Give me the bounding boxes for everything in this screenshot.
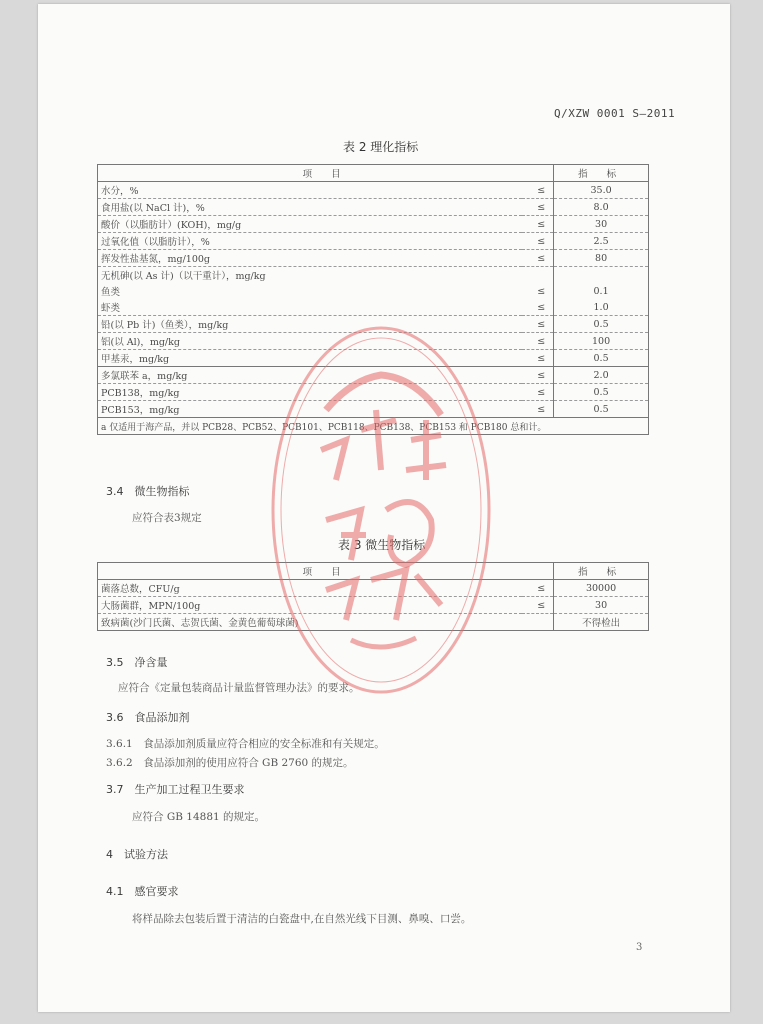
row-value: 0.1 — [554, 283, 649, 299]
row-value: 0.5 — [554, 401, 649, 418]
row-item: 食用盐(以 NaCl 计)，% — [98, 199, 523, 216]
row-item: 水分，% — [98, 182, 523, 199]
section-3-6-1-text: 3.6.1 食品添加剂质量应符合相应的安全标准和有关规定。 — [106, 738, 385, 750]
table2-caption: 表 2 理化指标 — [343, 140, 419, 154]
table-row — [98, 233, 649, 250]
row-item: 铅(以 Pb 计)（鱼类），mg/kg — [98, 316, 523, 333]
row-operator: ≤ — [522, 299, 554, 316]
table2-header-value: 指 标 — [554, 165, 649, 182]
section-3-7-heading: 3.7 生产加工过程卫生要求 — [106, 783, 245, 796]
section-4-1-text: 将样品除去包装后置于清洁的白瓷盘中,在自然光线下目测、鼻嗅、口尝。 — [132, 913, 472, 925]
company-seal — [266, 320, 496, 700]
row-operator: ≤ — [522, 233, 554, 250]
row-operator: ≤ — [522, 216, 554, 233]
row-value: 0.5 — [554, 316, 649, 333]
row-value — [554, 267, 649, 284]
section-3-5-text: 应符合《定量包装商品计量监督管理办法》的要求。 — [118, 682, 360, 694]
row-value: 2.0 — [554, 367, 649, 384]
row-item: PCB138，mg/kg — [98, 384, 523, 401]
table2-header-row — [98, 165, 649, 182]
row-item: 甲基汞，mg/kg — [98, 350, 523, 367]
row-operator: ≤ — [522, 250, 554, 267]
table2-header-item: 项 目 — [98, 165, 554, 182]
table-row — [98, 250, 649, 267]
row-operator: ≤ — [522, 316, 554, 333]
row-value: 30 — [554, 597, 649, 614]
table-row — [98, 182, 649, 199]
table-row — [98, 216, 649, 233]
section-4-heading: 4 试验方法 — [106, 848, 168, 861]
row-value: 8.0 — [554, 199, 649, 216]
section-4-1-heading: 4.1 感官要求 — [106, 885, 179, 898]
table-row — [98, 299, 649, 316]
row-value: 不得检出 — [554, 614, 649, 631]
row-item: 鱼类 — [98, 283, 523, 299]
row-value: 0.5 — [554, 350, 649, 367]
row-operator: ≤ — [522, 597, 554, 614]
section-3-5-heading: 3.5 净含量 — [106, 656, 168, 669]
table-row — [98, 199, 649, 216]
section-3-6-heading: 3.6 食品添加剂 — [106, 711, 190, 724]
row-item: 酸价（以脂肪计）(KOH)，mg/g — [98, 216, 523, 233]
table3-header-item: 项 目 — [98, 563, 554, 580]
table3-header-value: 指 标 — [554, 563, 649, 580]
row-value: 30 — [554, 216, 649, 233]
row-item: 致病菌(沙门氏菌、志贺氏菌、金黄色葡萄球菌) — [98, 614, 523, 631]
row-value: 80 — [554, 250, 649, 267]
document-page — [38, 4, 730, 1012]
row-operator: ≤ — [522, 401, 554, 418]
row-operator: ≤ — [522, 384, 554, 401]
row-operator: ≤ — [537, 285, 546, 297]
row-value: 1.0 — [554, 299, 649, 316]
row-operator: ≤ — [522, 367, 554, 384]
row-operator: ≤ — [522, 580, 554, 597]
table-row — [98, 267, 649, 284]
row-value: 100 — [554, 333, 649, 350]
row-value: 30000 — [554, 580, 649, 597]
section-3-7-text: 应符合 GB 14881 的规定。 — [132, 811, 266, 823]
row-item: 多氯联苯 a，mg/kg — [98, 367, 523, 384]
row-item: 无机砷(以 As 计)（以干重计），mg/kg — [98, 267, 523, 284]
row-operator: ≤ — [522, 182, 554, 199]
document-number: Q/XZW 0001 S—2011 — [554, 107, 676, 120]
row-operator — [522, 267, 554, 284]
row-operator: ≤ — [522, 333, 554, 350]
table3-caption: 表 3 微生物指标 — [338, 538, 426, 552]
row-operator: ≤ — [522, 350, 554, 367]
section-3-6-2-text: 3.6.2 食品添加剂的使用应符合 GB 2760 的规定。 — [106, 757, 354, 769]
row-item: 菌落总数，CFU/g — [98, 580, 523, 597]
row-item: 挥发性盐基氮，mg/100g — [98, 250, 523, 267]
row-value: 0.5 — [554, 384, 649, 401]
section-3-4-text: 应符合表3规定 — [132, 512, 202, 524]
row-value: 2.5 — [554, 233, 649, 250]
row-item: 大肠菌群，MPN/100g — [98, 597, 523, 614]
page-number: 3 — [636, 942, 643, 953]
row-item: 过氧化值（以脂肪计），% — [98, 233, 523, 250]
row-item: 虾类 — [98, 299, 523, 316]
section-3-4-heading: 3.4 微生物指标 — [106, 485, 190, 498]
row-operator: ≤ — [522, 199, 554, 216]
row-item: PCB153，mg/kg — [98, 401, 523, 418]
row-value: 35.0 — [554, 182, 649, 199]
row-item: 铝(以 Al)，mg/kg — [98, 333, 523, 350]
table-row — [98, 283, 649, 299]
table2-footnote: a 仅适用于海产品，并以 PCB28、PCB52、PCB101、PCB118、PCB138、PCB153 和 PCB180 总和计。 — [98, 418, 649, 435]
row-operator — [522, 614, 554, 631]
